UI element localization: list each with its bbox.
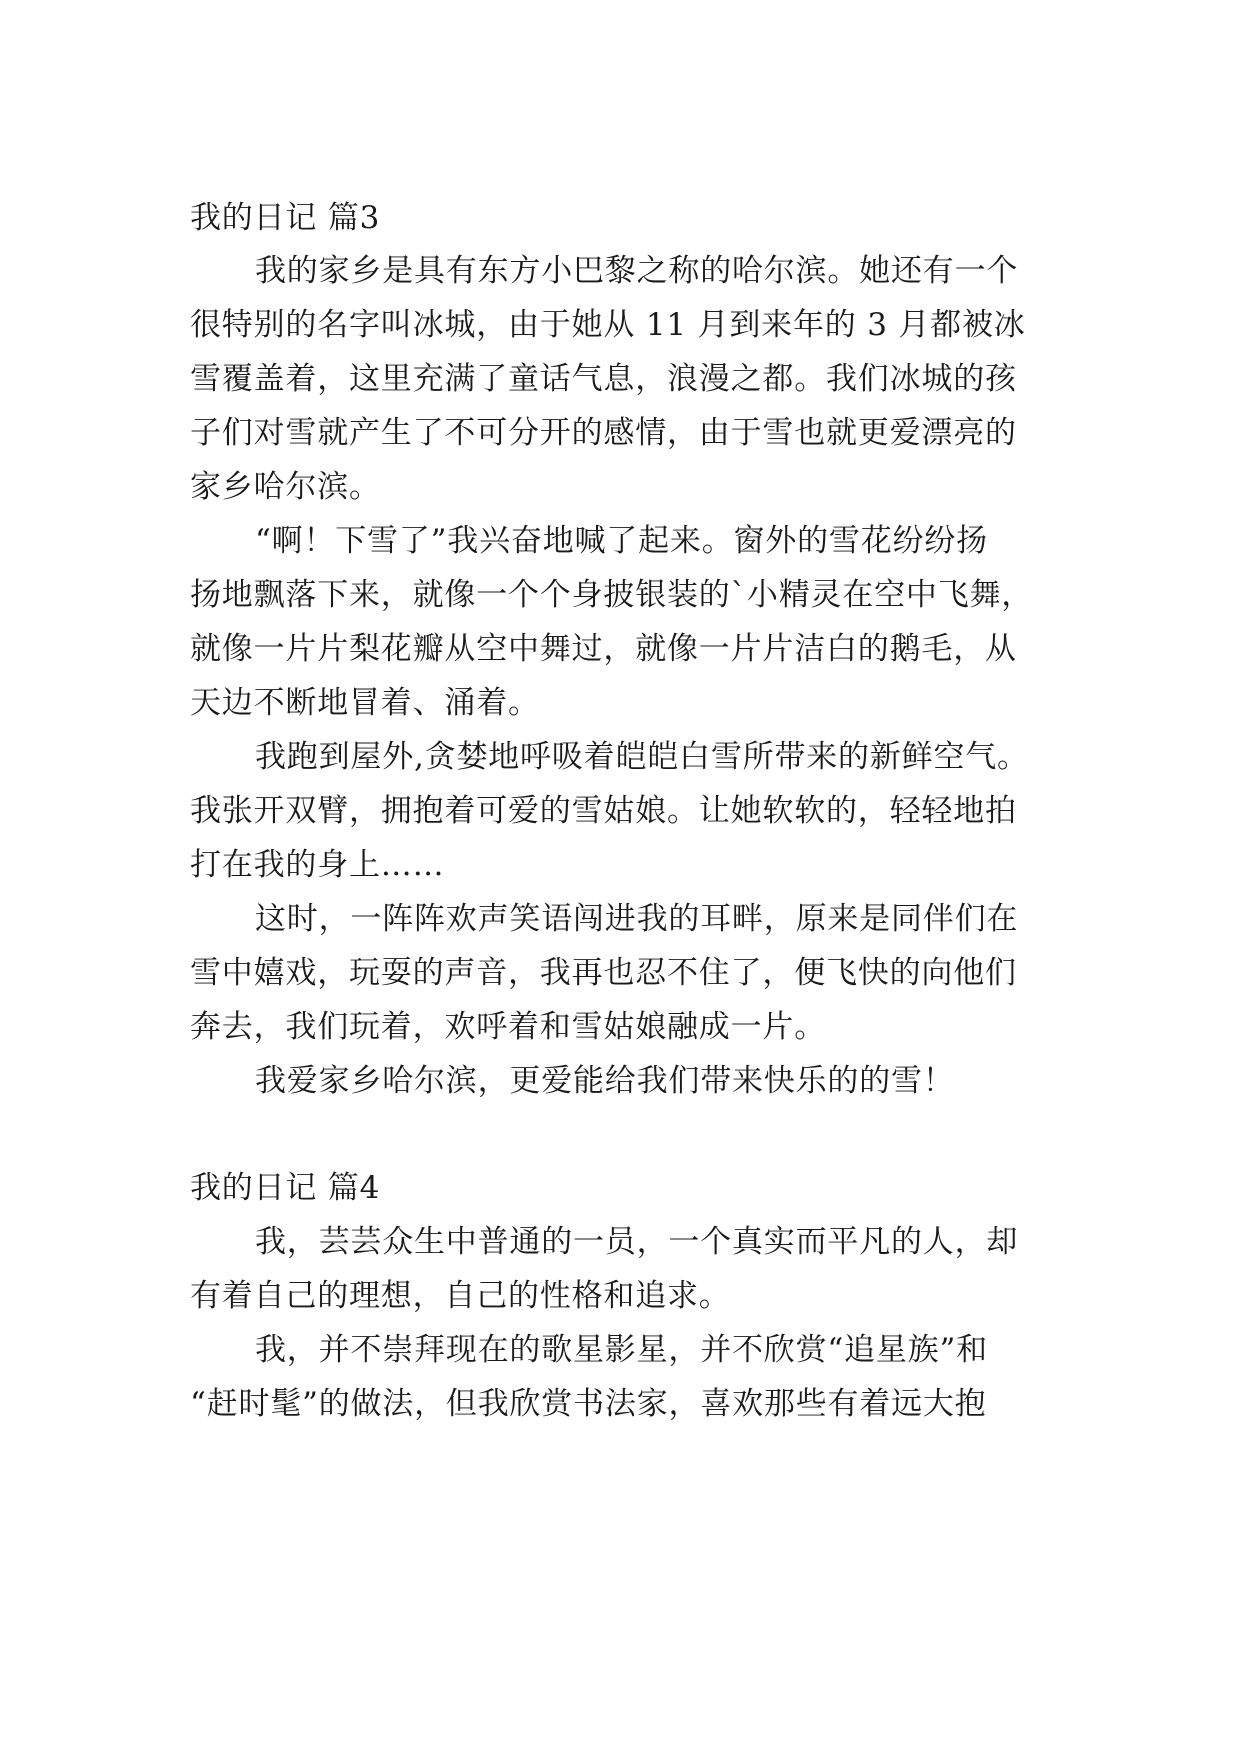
- paragraph-line: 有着自己的理想，自己的性格和追求。: [190, 1278, 731, 1314]
- paragraph-line: 我跑到屋外,贪婪地呼吸着皑皑白雪所带来的新鲜空气。: [255, 739, 1029, 775]
- paragraph-line: 这时，一阵阵欢声笑语闯进我的耳畔，原来是同伴们在: [255, 901, 1019, 937]
- paragraph-line: 我，并不崇拜现在的歌星影星，并不欣赏“追星族”和: [255, 1332, 988, 1368]
- paragraph-line: “赶时髦”的做法，但我欣赏书法家，喜欢那些有着远大抱: [190, 1386, 987, 1422]
- paragraph-line: 我张开双臂，拥抱着可爱的雪姑娘。让她软软的，轻轻地拍: [190, 793, 1017, 829]
- paragraph-line: 扬地飘落下来，就像一个个身披银装的`小精灵在空中飞舞，: [190, 577, 1034, 613]
- paragraph-line: 奔去，我们玩着，欢呼着和雪姑娘融成一片。: [190, 1009, 826, 1045]
- paragraph-line: 雪中嬉戏，玩耍的声音，我再也忍不住了，便飞快的向他们: [190, 955, 1017, 991]
- paragraph-line: 打在我的身上……: [190, 847, 445, 883]
- paragraph-line: 我爱家乡哈尔滨，更爱能给我们带来快乐的的雪！: [255, 1063, 955, 1099]
- paragraph-line: 家乡哈尔滨。: [190, 469, 381, 505]
- paragraph-line: 雪覆盖着，这里充满了童话气息，浪漫之都。我们冰城的孩: [190, 361, 1017, 397]
- section-title-4: 我的日记 篇4: [190, 1170, 381, 1206]
- paragraph-line: 我，芸芸众生中普通的一员，一个真实而平凡的人，却: [255, 1224, 1019, 1260]
- paragraph-line: “啊！下雪了”我兴奋地喊了起来。窗外的雪花纷纷扬: [255, 523, 988, 559]
- paragraph-line: 子们对雪就产生了不可分开的感情，由于雪也就更爱漂亮的: [190, 415, 1017, 451]
- section-title-3: 我的日记 篇3: [190, 200, 381, 236]
- paragraph-line: 就像一片片梨花瓣从空中舞过，就像一片片洁白的鹅毛，从: [190, 631, 1017, 667]
- paragraph-line: 我的家乡是具有东方小巴黎之称的哈尔滨。她还有一个: [255, 253, 1019, 289]
- paragraph-line: 天边不断地冒着、涌着。: [190, 685, 540, 721]
- paragraph-line: 很特别的名字叫冰城，由于她从 11 月到来年的 3 月都被冰: [190, 307, 1026, 343]
